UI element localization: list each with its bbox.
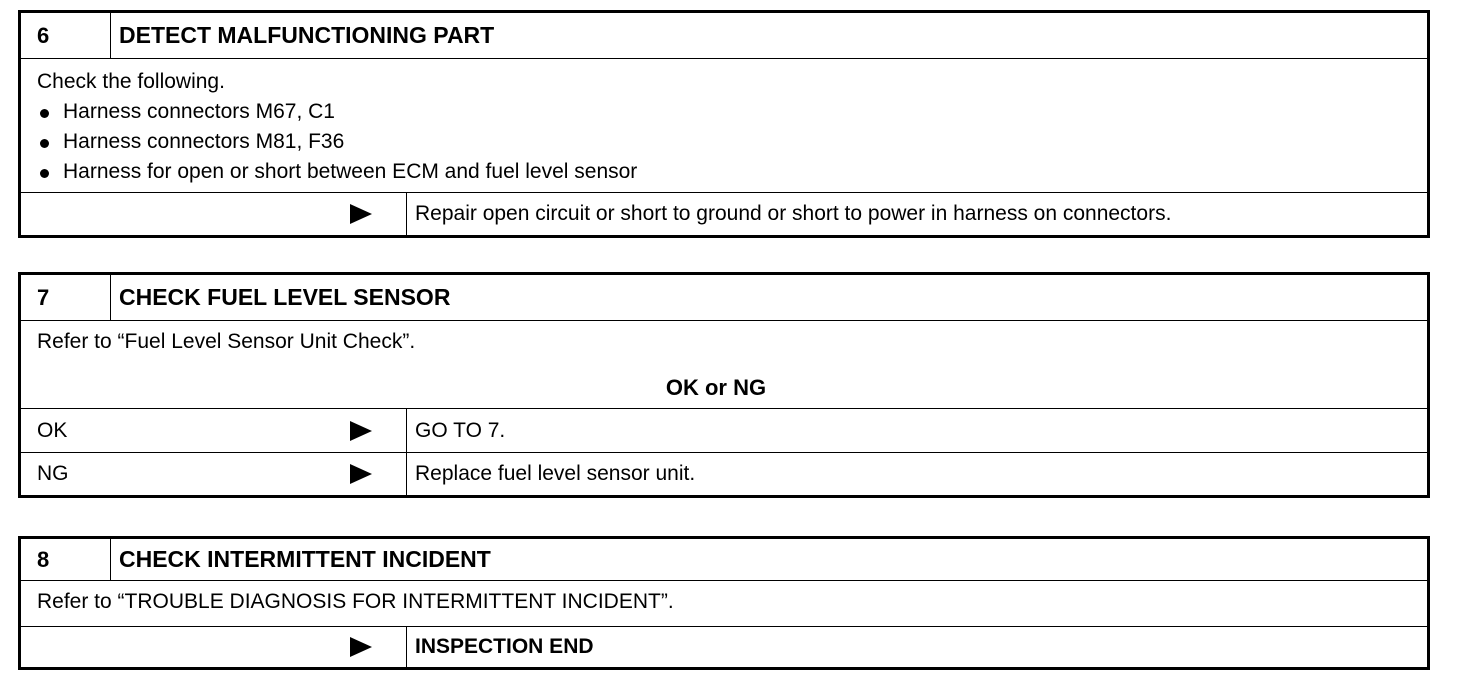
step-8-box (18, 536, 1430, 670)
instruction-intro: Refer to “Fuel Level Sensor Unit Check”. (37, 330, 416, 353)
step-header (21, 539, 1427, 581)
result-heading-text: OK or NG (665, 374, 767, 400)
step-instructions (21, 581, 1427, 627)
check-list (37, 97, 1411, 187)
result-row-ok (21, 409, 1427, 453)
step-number: 6 (21, 13, 111, 58)
step-instructions (21, 59, 1427, 193)
result-label-cell (21, 453, 407, 495)
result-label: OK (37, 418, 68, 442)
instruction-intro: Check the following. (37, 70, 225, 93)
result-label-cell (21, 409, 407, 452)
step-header (21, 275, 1427, 321)
result-row (21, 627, 1427, 667)
result-heading (21, 365, 1427, 409)
check-list-item: Harness for open or short between ECM and fuel level sensor (37, 157, 1411, 187)
check-list-item: Harness connectors M67, C1 (37, 97, 1411, 127)
step-instructions (21, 321, 1427, 365)
arrow-right-icon (350, 204, 372, 224)
arrow-right-icon (350, 421, 372, 441)
step-number: 8 (21, 539, 111, 580)
step-title: CHECK FUEL LEVEL SENSOR (119, 284, 451, 310)
result-label-cell (21, 627, 407, 667)
instruction-intro: Refer to “TROUBLE DIAGNOSIS FOR INTERMITTENT INCIDENT”. (37, 590, 674, 613)
result-row-ng (21, 453, 1427, 495)
step-header (21, 13, 1427, 59)
step-title: DETECT MALFUNCTIONING PART (119, 22, 495, 48)
step-number: 7 (21, 275, 111, 320)
step-7-box (18, 272, 1430, 498)
result-action: Replace fuel level sensor unit. (415, 462, 696, 485)
arrow-right-icon (350, 637, 372, 657)
result-label-cell (21, 193, 407, 235)
result-action: GO TO 7. (415, 418, 506, 442)
result-label: NG (37, 462, 69, 485)
result-action: Repair open circuit or short to ground or short to power in harness on connectors. (415, 202, 1172, 225)
arrow-right-icon (350, 464, 372, 484)
result-row (21, 193, 1427, 235)
step-title: CHECK INTERMITTENT INCIDENT (119, 546, 491, 572)
result-action: INSPECTION END (415, 635, 594, 658)
check-list-item: Harness connectors M81, F36 (37, 127, 1411, 157)
step-6-box (18, 10, 1430, 238)
